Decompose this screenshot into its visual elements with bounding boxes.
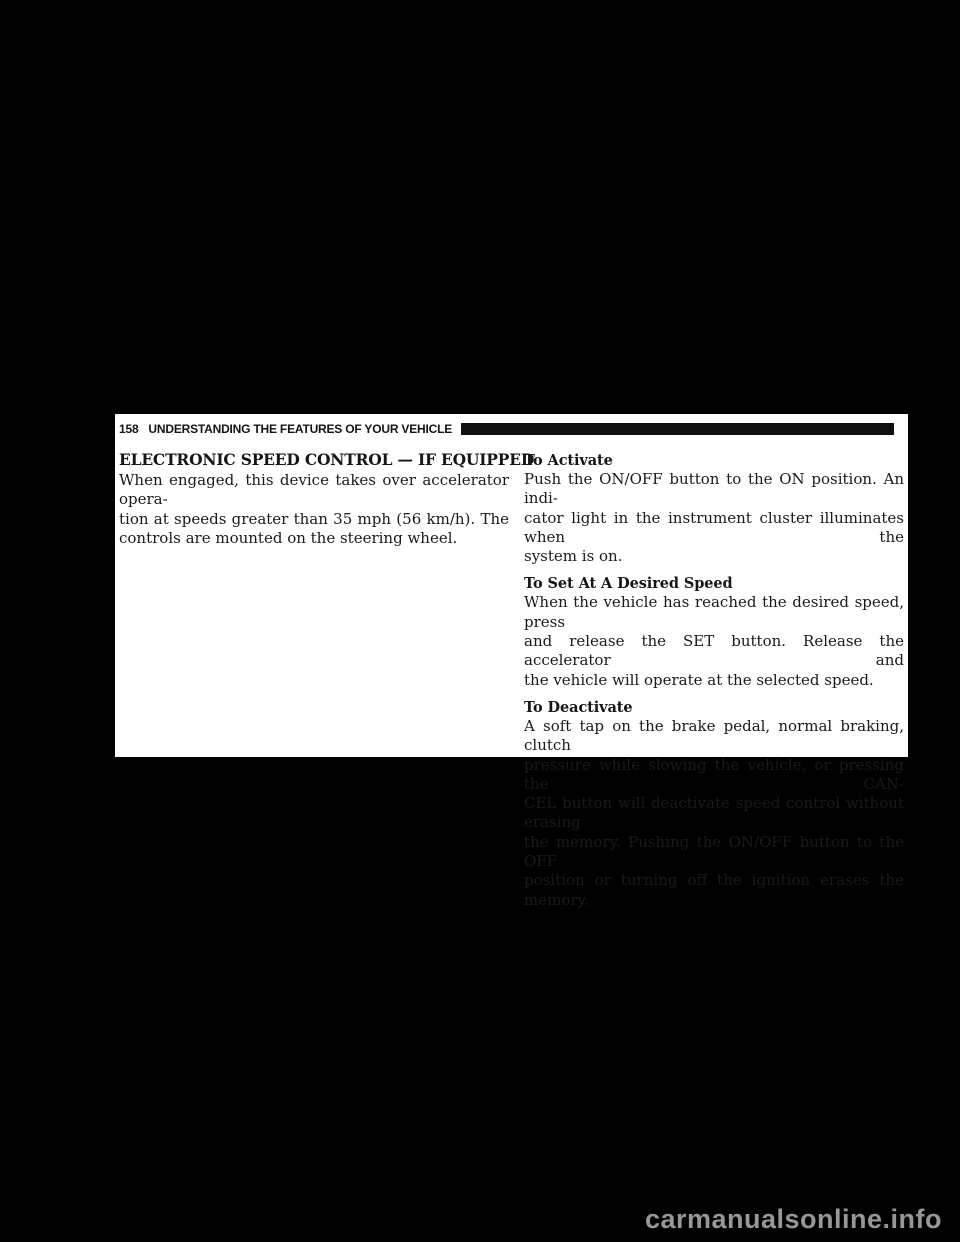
site-watermark[interactable]: carmanualsonline.info: [644, 1204, 942, 1234]
body-text-line: and release the SET button. Release the accelerator and: [524, 632, 904, 670]
subsection-paragraph: [524, 593, 904, 689]
left-column: [119, 450, 535, 918]
body-text-line: the memory. Pushing the ON/OFF button to the OFF: [524, 832, 904, 871]
body-text-line: controls are mounted on the steering wheel.: [119, 528, 458, 547]
subsection-activate: [524, 451, 904, 566]
subsection-deactivate: [524, 698, 904, 910]
body-text-line: When the vehicle has reached the desired speed, press: [524, 593, 904, 631]
body-text-line: tion at speeds greater than 35 mph (56 km/h). The: [119, 509, 509, 528]
subsection-heading: To Set At A Desired Speed: [524, 575, 733, 593]
body-text-line: When engaged, this device takes over accelerator opera-: [119, 471, 509, 509]
running-header: [119, 422, 904, 436]
body-text-line: system is on.: [524, 547, 623, 566]
body-text-line: CEL button will deactivate speed control without erasing: [524, 794, 904, 832]
header-rule-bar: [461, 423, 894, 435]
body-text-line: pressure while slowing the vehicle, or pressing the CAN-: [524, 755, 904, 793]
section-title: ELECTRONIC SPEED CONTROL — IF EQUIPPED: [119, 450, 535, 469]
subsection-paragraph: [524, 717, 904, 910]
body-text-line: the vehicle will operate at the selected speed.: [524, 670, 874, 689]
subsection-set-speed: [524, 574, 904, 689]
page-number: 158: [119, 422, 139, 436]
body-text-line: Push the ON/OFF button to the ON position. An indi-: [524, 470, 904, 508]
body-text-line: cator light in the instrument cluster illuminates when the: [524, 508, 904, 546]
two-column-layout: [119, 451, 904, 918]
manual-page: [115, 414, 908, 909]
subsection-heading: To Deactivate: [524, 698, 633, 716]
right-column: [524, 451, 904, 918]
subsection-paragraph: [524, 470, 904, 566]
subsection-heading: To Activate: [524, 452, 613, 469]
left-column-paragraph: [119, 471, 509, 548]
body-text-line: position or turning off the ignition erases the memory.: [524, 871, 904, 909]
chapter-title: UNDERSTANDING THE FEATURES OF YOUR VEHICLE: [148, 422, 453, 436]
body-text-line: A soft tap on the brake pedal, normal braking, clutch: [524, 716, 904, 755]
